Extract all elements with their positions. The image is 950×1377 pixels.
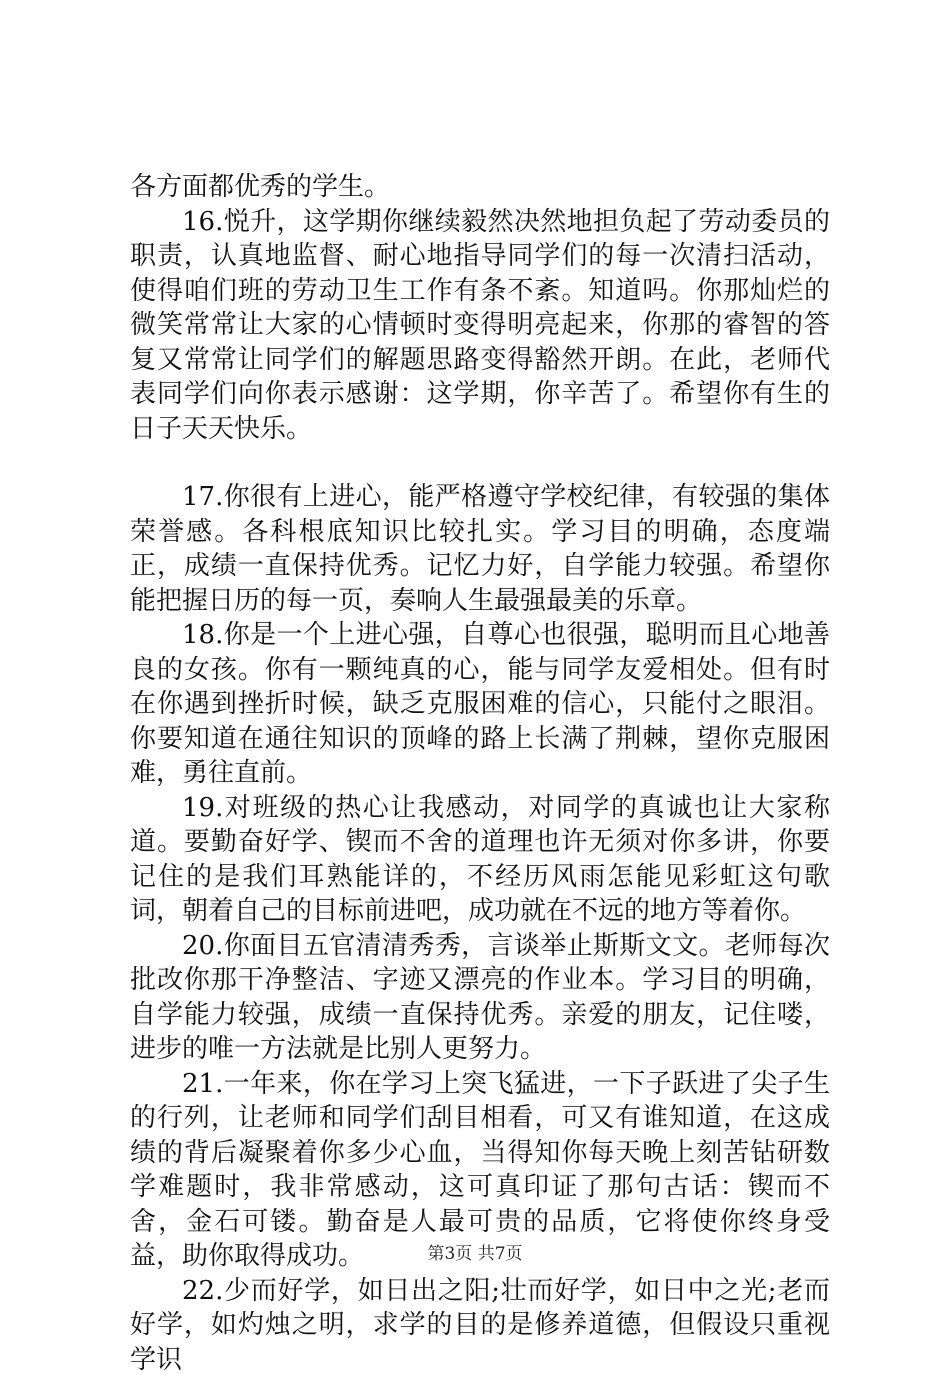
paragraph-21: 21.一年来，你在学习上突飞猛进，一下子跃进了尖子生的行列，让老师和同学们刮目相看，可又有谁知道，在这成绩的背后凝聚着你多少心血，当得知你每天晚上刻苦钻研数学难题时，我非常感动，这可真印证了那句古话：锲而不舍，金石可镂。勤奋是人最可贵的品质，它将使你终身受益，助你取得成功。 — [130, 1067, 830, 1274]
paragraph-19: 19.对班级的热心让我感动，对同学的真诚也让大家称道。要勤奋好学、锲而不舍的道理也许无须对你多讲，你要记住的是我们耳熟能详的，不经历风雨怎能见彩虹这句歌词，朝着自己的目标前进吧，成功就在不远的地方等着你。 — [130, 791, 830, 929]
paragraph-16: 16.悦升，这学期你继续毅然决然地担负起了劳动委员的职责，认真地监督、耐心地指导同学们的每一次清扫活动，使得咱们班的劳动卫生工作有条不紊。知道吗。你那灿烂的微笑常常让大家的心情顿时变得明亮起来，你那的睿智的答复又常常让同学们的解题思路变得豁然开朗。在此，老师代表同学们向你表示感谢：这学期，你辛苦了。希望你有生的日子天天快乐。 — [130, 205, 830, 447]
page-number-footer: 第3页 共7页 — [0, 1243, 950, 1265]
paragraph-20: 20.你面目五官清清秀秀，言谈举止斯斯文文。老师每次批改你那干净整洁、字迹又漂亮的作业本。学习目的明确，自学能力较强，成绩一直保持优秀。亲爱的朋友，记住喽，进步的唯一方法就是比别人更努力。 — [130, 929, 830, 1067]
paragraph-22: 22.少而好学，如日出之阳;壮而好学，如日中之光;老而好学，如灼烛之明，求学的目的是修养道德，但假设只重视学识 — [130, 1274, 830, 1377]
paragraph-17: 17.你很有上进心，能严格遵守学校纪律，有较强的集体荣誉感。各科根底知识比较扎实。学习目的明确，态度端正，成绩一直保持优秀。记忆力好，自学能力较强。希望你能把握日历的每一页，奏响人生最强最美的乐章。 — [130, 480, 830, 618]
paragraph-18: 18.你是一个上进心强，自尊心也很强，聪明而且心地善良的女孩。你有一颗纯真的心，能与同学友爱相处。但有时在你遇到挫折时候，缺乏克服困难的信心，只能付之眼泪。你要知道在通往知识的顶峰的路上长满了荆棘，望你克服困难，勇往直前。 — [130, 618, 830, 791]
paragraph-continuation: 各方面都优秀的学生。 — [130, 170, 830, 205]
document-body — [130, 170, 830, 1377]
